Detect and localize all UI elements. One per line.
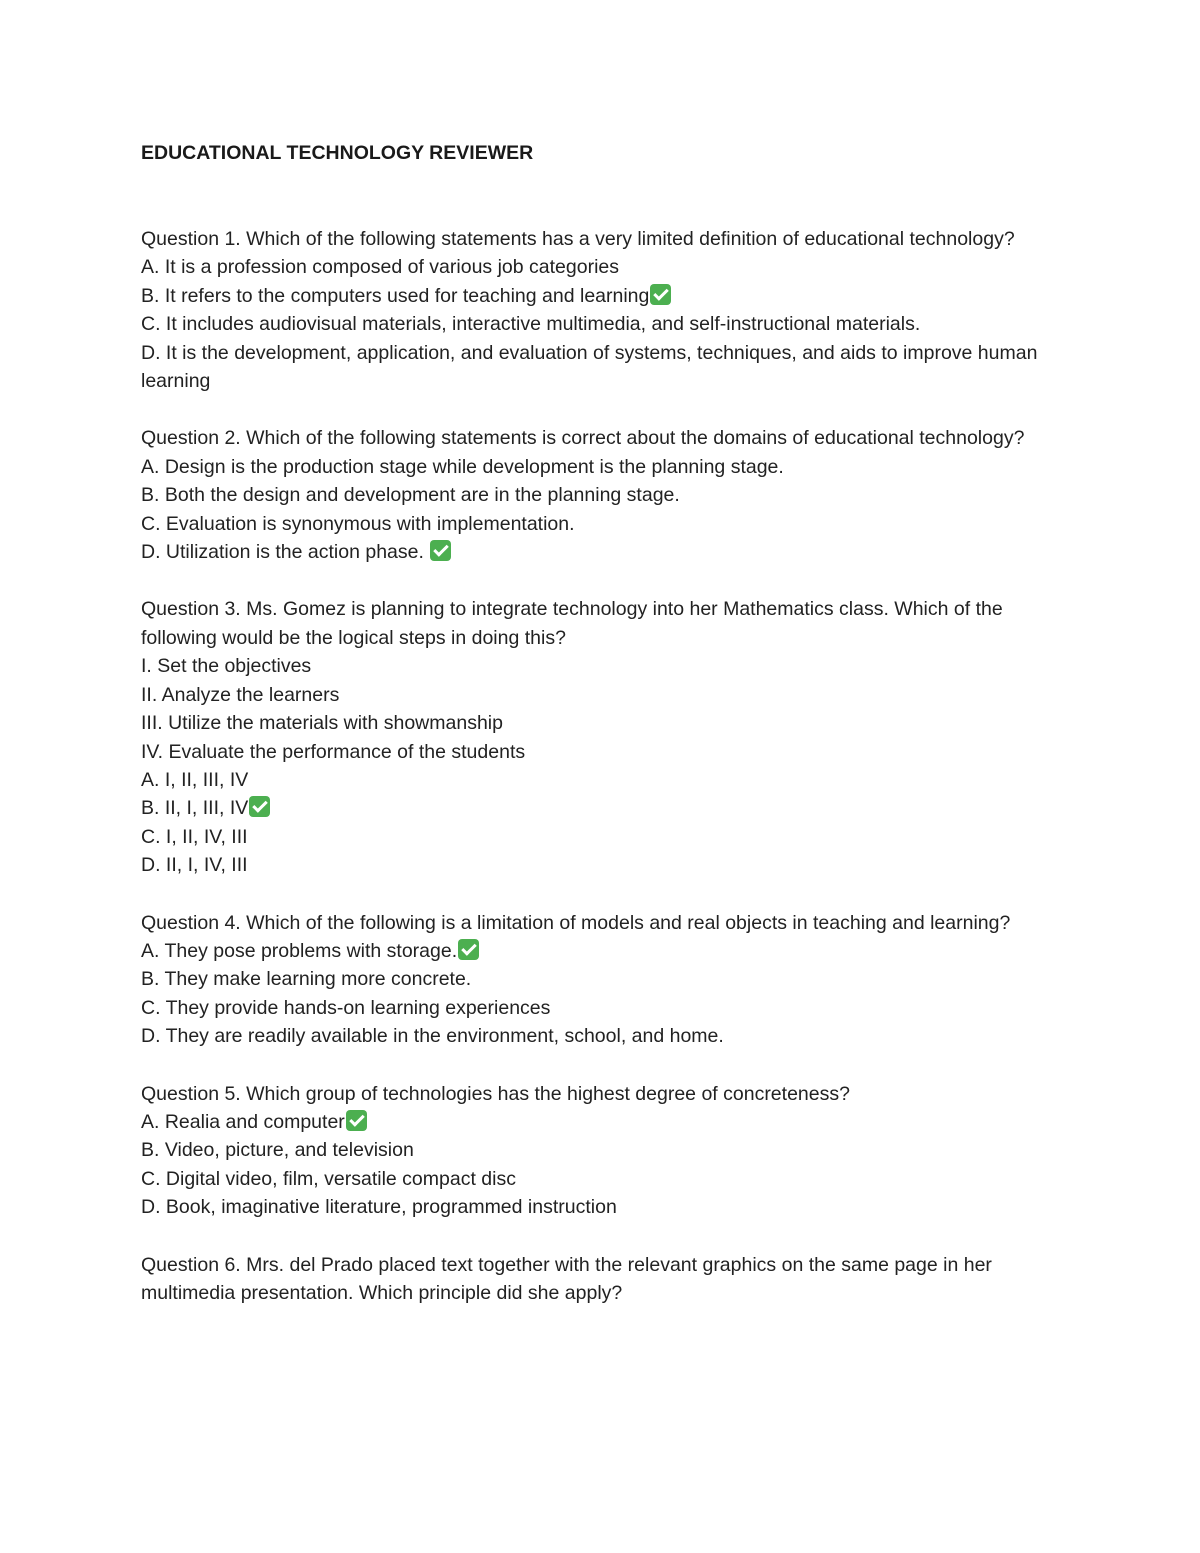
answer-option xyxy=(141,1136,1071,1164)
answer-option-text: D. II, I, IV, III xyxy=(141,854,248,877)
document-page xyxy=(141,139,1071,1336)
question-item: IV. Evaluate the performance of the students xyxy=(141,740,526,763)
question-block xyxy=(141,1251,1071,1308)
answer-option-text: B. Both the design and development are in the planning stage. xyxy=(141,484,680,507)
answer-option xyxy=(141,766,1071,794)
answer-option-text: B. Video, picture, and television xyxy=(141,1139,414,1162)
check-mark-icon xyxy=(458,939,479,960)
question-item: II. Analyze the learners xyxy=(141,683,340,706)
answer-option xyxy=(141,823,1071,851)
question-list xyxy=(141,225,1071,1307)
answer-option-text: C. Digital video, film, versatile compact disc xyxy=(141,1167,516,1190)
answer-option xyxy=(141,994,1071,1022)
question-block xyxy=(141,1080,1071,1222)
answer-option xyxy=(141,937,1071,965)
answer-option-text: D. It is the development, application, and evaluation of systems, techniques, and aids to improve human learning xyxy=(141,341,1038,393)
answer-option xyxy=(141,851,1071,879)
question-stem: Question 5. Which group of technologies has the highest degree of concreteness? xyxy=(141,1082,850,1105)
answer-option xyxy=(141,1193,1071,1221)
check-mark-icon xyxy=(249,796,270,817)
answer-option-text: A. I, II, III, IV xyxy=(141,768,249,791)
answer-option xyxy=(141,282,1071,310)
answer-option-text: D. They are readily available in the environment, school, and home. xyxy=(141,1025,724,1048)
answer-option-text: D. Book, imaginative literature, programmed instruction xyxy=(141,1196,617,1219)
answer-option-text: A. They pose problems with storage. xyxy=(141,939,458,962)
answer-option xyxy=(141,253,1071,281)
answer-option-text: A. It is a profession composed of various job categories xyxy=(141,256,619,279)
answer-option-text: C. It includes audiovisual materials, interactive multimedia, and self-instructional materials. xyxy=(141,313,921,336)
question-stem: Question 4. Which of the following is a limitation of models and real objects in teaching and learning? xyxy=(141,911,1011,934)
answer-option-text: B. It refers to the computers used for teaching and learning xyxy=(141,284,650,307)
answer-option xyxy=(141,794,1071,822)
question-item: III. Utilize the materials with showmanship xyxy=(141,712,503,735)
answer-option-text: B. II, I, III, IV xyxy=(141,797,249,820)
question-block xyxy=(141,909,1071,1051)
answer-option xyxy=(141,453,1071,481)
question-item: I. Set the objectives xyxy=(141,655,312,678)
document-title: EDUCATIONAL TECHNOLOGY REVIEWER xyxy=(141,142,534,164)
answer-option-text: A. Design is the production stage while development is the planning stage. xyxy=(141,455,784,478)
question-block xyxy=(141,225,1071,395)
check-mark-icon xyxy=(650,284,671,305)
answer-option-text: C. Evaluation is synonymous with implementation. xyxy=(141,512,575,535)
question-stem: Question 3. Ms. Gomez is planning to integrate technology into her Mathematics class. Which of the following would be the logical steps in doing this? xyxy=(141,598,1003,649)
question-stem: Question 2. Which of the following statements is correct about the domains of educational technology? xyxy=(141,427,1025,450)
question-block xyxy=(141,424,1071,566)
answer-option xyxy=(141,1022,1071,1050)
answer-option xyxy=(141,339,1071,396)
answer-option xyxy=(141,538,1071,566)
answer-option-text: D. Utilization is the action phase. xyxy=(141,541,430,564)
question-block xyxy=(141,595,1071,879)
question-stem: Question 1. Which of the following statements has a very limited definition of educational technology? xyxy=(141,228,1015,250)
answer-option-text: B. They make learning more concrete. xyxy=(141,968,472,991)
answer-option-text: C. I, II, IV, III xyxy=(141,825,248,848)
answer-option xyxy=(141,1165,1071,1193)
check-mark-icon xyxy=(346,1110,367,1131)
answer-option xyxy=(141,310,1071,338)
question-stem: Question 6. Mrs. del Prado placed text together with the relevant graphics on the same page in her multimedia presentation. Which principle did she apply? xyxy=(141,1253,992,1304)
answer-option xyxy=(141,965,1071,993)
answer-option xyxy=(141,481,1071,509)
answer-option xyxy=(141,510,1071,538)
check-mark-icon xyxy=(430,540,451,561)
answer-option-text: A. Realia and computer xyxy=(141,1110,345,1133)
answer-option xyxy=(141,1108,1071,1136)
answer-option-text: C. They provide hands-on learning experiences xyxy=(141,996,551,1019)
